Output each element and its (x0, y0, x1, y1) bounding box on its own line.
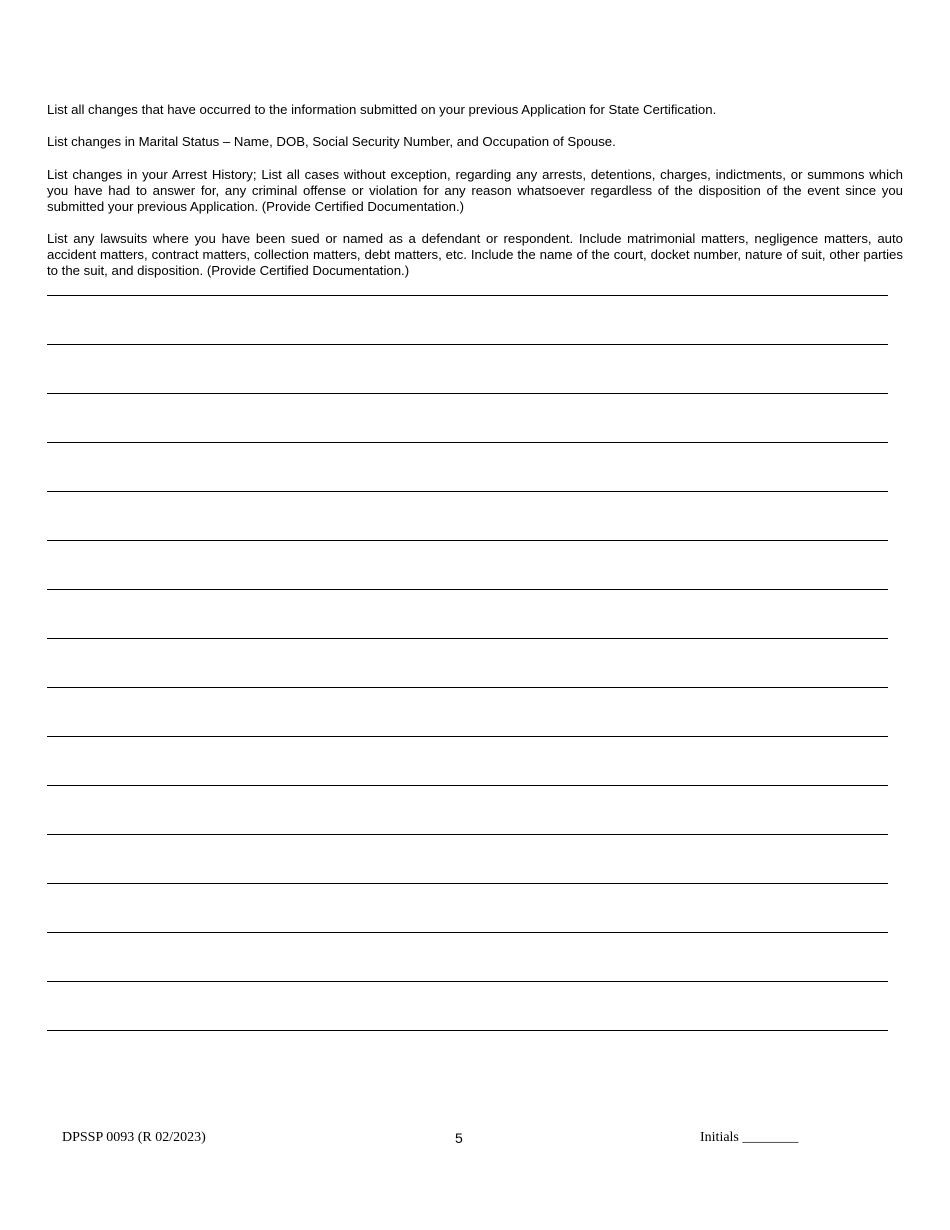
answer-line[interactable] (47, 785, 888, 786)
instruction-arrest-history-changes: List changes in your Arrest History; List all cases without exception, regarding any arrests, detentions, charges, indictments, or summons which you have had to answer for, any criminal offense or violation for any reason whatsoever regardless of the disposition of the event since you submitted your previous Application. (Provide Certified Documentation.) (47, 167, 903, 214)
answer-line[interactable] (47, 442, 888, 443)
answer-line[interactable] (47, 687, 888, 688)
answer-line[interactable] (47, 540, 888, 541)
answer-line[interactable] (47, 981, 888, 982)
answer-line[interactable] (47, 883, 888, 884)
form-code: DPSSP 0093 (R 02/2023) (62, 1130, 206, 1145)
page-number: 5 (455, 1130, 463, 1146)
answer-line[interactable] (47, 393, 888, 394)
answer-line[interactable] (47, 638, 888, 639)
answer-line[interactable] (47, 491, 888, 492)
answer-line[interactable] (47, 932, 888, 933)
instruction-marital-status-changes: List changes in Marital Status – Name, DOB, Social Security Number, and Occupation of Spouse. (47, 134, 616, 149)
answer-line[interactable] (47, 736, 888, 737)
instruction-previous-application-changes: List all changes that have occurred to the information submitted on your previous Application for State Certification. (47, 102, 717, 117)
answer-line[interactable] (47, 1030, 888, 1031)
instruction-lawsuits: List any lawsuits where you have been sued or named as a defendant or respondent. Include matrimonial matters, negligence matters, auto accident matters, contract matters, collection matters, debt matters, etc. Include the name of the court, docket number, nature of suit, other parties to the suit, and disposition. (Provide Certified Documentation.) (47, 231, 903, 278)
initials-field[interactable]: Initials ________ (700, 1130, 799, 1145)
answer-line[interactable] (47, 344, 888, 345)
answer-line[interactable] (47, 295, 888, 296)
answer-line[interactable] (47, 834, 888, 835)
answer-line[interactable] (47, 589, 888, 590)
